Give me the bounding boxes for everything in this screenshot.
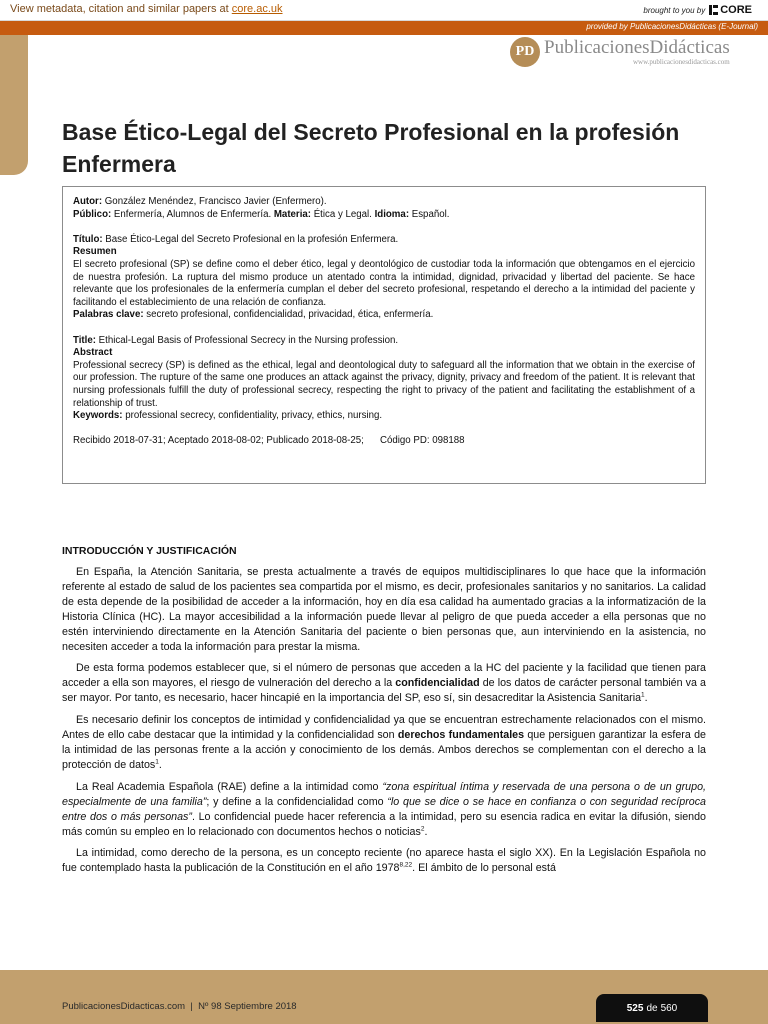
bold-term-derechos: derechos fundamentales bbox=[397, 729, 525, 742]
english-title-value: Ethical-Legal Basis of Professional Secrecy in the Nursing profession. bbox=[98, 334, 399, 346]
footer-journal-info bbox=[62, 1001, 297, 1012]
paragraph-1: En España, la Atención Sanitaria, se presta actualmente a través de equipos multidisciplinares lo que hace que la información referente al estado de salud de los pacientes sea compartida por el mismo, es decir, profesionales sanitarios y no sanitarios. La calidad de esta depende de la posibilidad de acceder a la información, hoy en día esa calidad ha aumentado gracias a la informatización de la Historia Clínica (HC). La mayor accesibilidad a la información puede llevar al peligro de que pueda acceder a ella personas que no estén interviniendo directamente en la Atención Sanitaria del paciente o bien personas que, aun interviniendo en la asistencia, no necesiten acceder a toda la información para prestar la misma. bbox=[62, 566, 706, 653]
provided-by-text bbox=[586, 22, 758, 31]
language-value: Español. bbox=[411, 208, 450, 220]
page-number-badge bbox=[596, 994, 708, 1022]
page-of: de bbox=[646, 1002, 658, 1014]
dates-line bbox=[73, 435, 695, 448]
resumen-text: El secreto profesional (SP) se define como el deber ético, legal y deontológico de custodiar toda la información que obtengamos en el ejercicio de nuestra profesión. La ruptura del mismo produce un atentado contra la intimidad, dignidad, privacidad y libertad del paciente. Se hace relevante que los profesionales de la enfermería cumplan el deber del secreto profesional, respetando el derecho a la intimidad del paciente y facilitando el establecimiento de una relación de confianza. bbox=[73, 258, 695, 308]
footer-journal: PublicacionesDidacticas.com bbox=[62, 1001, 186, 1012]
article-body bbox=[62, 565, 706, 883]
english-title-label: Title: bbox=[73, 334, 96, 346]
subject-label: Materia: bbox=[273, 208, 312, 220]
footer-separator: | bbox=[190, 1001, 193, 1012]
quote-confidencialidad: “lo que se dice o se hace en confianza o con seguridad recíproca entre dos o más personas” bbox=[62, 795, 706, 823]
footer-issue: Nº 98 Septiembre 2018 bbox=[198, 1001, 297, 1012]
core-brought-by bbox=[643, 4, 752, 16]
paragraph-2: De esta forma podemos establecer que, si el número de personas que acceden a la HC del paciente y la facilidad que tienen para acceder a ella son mayores, el riesgo de vulneración del derecho a la confidencialidad de los datos de carácter personal también va a ser mayor. Por tanto, es necesario, hacer hincapié en la importancia del SP, eso sí, sin desacreditar la Asistencia Sanitaria$^1$. bbox=[62, 662, 706, 705]
publisher-name: PublicacionesDidácticas bbox=[544, 37, 730, 58]
abstract-label: Abstract bbox=[73, 347, 113, 359]
author-label: Autor: bbox=[73, 196, 103, 207]
resumen-heading bbox=[73, 246, 695, 259]
citation-sup: 2 bbox=[420, 824, 425, 832]
left-decorative-tab bbox=[0, 35, 28, 175]
language-label: Idioma: bbox=[374, 208, 410, 220]
publication-dates: Recibido 2018-07-31; Aceptado 2018-08-02; Publicado 2018-08-25; bbox=[73, 435, 364, 447]
citation-sup: 8,22 bbox=[399, 861, 413, 869]
core-metadata-text bbox=[10, 3, 283, 15]
core-brought-by-text: brought to you by bbox=[643, 5, 706, 15]
audience-line bbox=[73, 209, 695, 222]
palabras-clave-line bbox=[73, 309, 695, 322]
abstract-heading bbox=[73, 347, 695, 360]
spanish-title-value: Base Ético-Legal del Secreto Profesional en la profesión Enfermera. bbox=[105, 233, 399, 245]
english-title-line bbox=[73, 335, 695, 348]
keywords-line bbox=[73, 410, 695, 423]
abstract-text: Professional secrecy (SP) is defined as the ethical, legal and deontological duty to safeguard all the information that we obtain in the exercise of our profession. The rupture of the same one produces an attack against the privacy, dignity, privacy and freedom of the patient. It is relevant that nursing professionals fulfill the duty of professional secrecy, respecting the right to privacy of the patient and facilitating the establishment of a relationship of trust. bbox=[73, 359, 695, 409]
section-heading: INTRODUCCIÓN Y JUSTIFICACIÓN bbox=[62, 545, 237, 557]
paragraph-4: La Real Academia Española (RAE) define a la intimidad como “zona espiritual íntima y reservada de una persona o de un grupo, especialmente de una familia”; y define a la confidencialidad como “lo que se dice o se hace en confianza o con seguridad recíproca entre dos o más personas”. Lo confidencial puede hacer referencia a la intimidad, pero su esencia radica en evitar la difusión, siendo más común su empleo en lo relacionado con documentos hechos o noticias$^2$. bbox=[62, 780, 706, 838]
publisher-url: www.publicacionesdidacticas.com bbox=[632, 58, 730, 66]
provided-by-prefix: provided by bbox=[586, 22, 628, 31]
palabras-clave-label: Palabras clave: bbox=[73, 309, 144, 321]
pd-code: Código PD: 098188 bbox=[380, 435, 465, 447]
author-value: González Menéndez, Francisco Javier (Enfermero). bbox=[104, 196, 327, 207]
subject-value: Ética y Legal. bbox=[313, 208, 372, 220]
resumen-label: Resumen bbox=[73, 246, 117, 258]
spanish-title-label: Título: bbox=[73, 233, 103, 245]
core-logo-icon bbox=[709, 5, 718, 15]
citation-sup: 1 bbox=[155, 758, 159, 766]
page-total: 560 bbox=[660, 1002, 678, 1014]
bold-term-confidencialidad: confidencialidad bbox=[395, 677, 480, 690]
core-metadata-label: View metadata, citation and similar papers at bbox=[10, 3, 229, 15]
author-line bbox=[73, 196, 695, 209]
paragraph-5: La intimidad, como derecho de la persona, es un concepto reciente (no aparece hasta el siglo XX). En la Legislación Española no fue contemplado hasta la publicación de la Constitución en el año 1978$^{8,22}$. El ámbito de lo personal está bbox=[62, 847, 706, 875]
quote-intimidad: “zona espiritual íntima y reservada de una persona o de un grupo, especialmente de una familia” bbox=[62, 780, 706, 808]
spanish-title-line bbox=[73, 234, 695, 247]
footer-bar bbox=[0, 970, 768, 1024]
citation-sup: 1 bbox=[641, 691, 645, 699]
publisher-monogram-icon: PD bbox=[510, 37, 540, 67]
keywords-value: professional secrecy, confidentiality, privacy, ethics, nursing. bbox=[125, 410, 383, 422]
paragraph-3: Es necesario definir los conceptos de intimidad y confidencialidad ya que se encuentran estrechamente relacionados con el mismo. Antes de ello cabe destacar que la intimidad y la confidencialidad son derechos fundamentales que persiguen garantizar la esfera de la intimidad de las personas frente a la acción y conocimiento de los demás. Ambos derechos se complementan con el derecho a la protección de datos$^1$. bbox=[62, 714, 706, 771]
core-header-bar bbox=[0, 0, 768, 21]
core-logo-text: CORE bbox=[720, 4, 752, 16]
core-link[interactable]: core.ac.uk bbox=[231, 3, 283, 15]
provided-by-bar bbox=[0, 21, 768, 35]
audience-label: Público: bbox=[73, 208, 112, 220]
keywords-label: Keywords: bbox=[73, 410, 123, 422]
palabras-clave-value: secreto profesional, confidencialidad, privacidad, ética, enfermería. bbox=[146, 309, 434, 321]
publisher-logo bbox=[510, 37, 730, 67]
core-logo[interactable] bbox=[709, 4, 752, 16]
metadata-box bbox=[62, 186, 706, 484]
page-current: 525 bbox=[626, 1002, 644, 1014]
audience-value: Enfermería, Alumnos de Enfermería. bbox=[113, 208, 272, 220]
document-title: Base Ético-Legal del Secreto Profesional en la profesión Enfermera bbox=[62, 119, 680, 177]
provided-by-publisher: PublicacionesDidácticas (E-Journal) bbox=[629, 22, 758, 31]
